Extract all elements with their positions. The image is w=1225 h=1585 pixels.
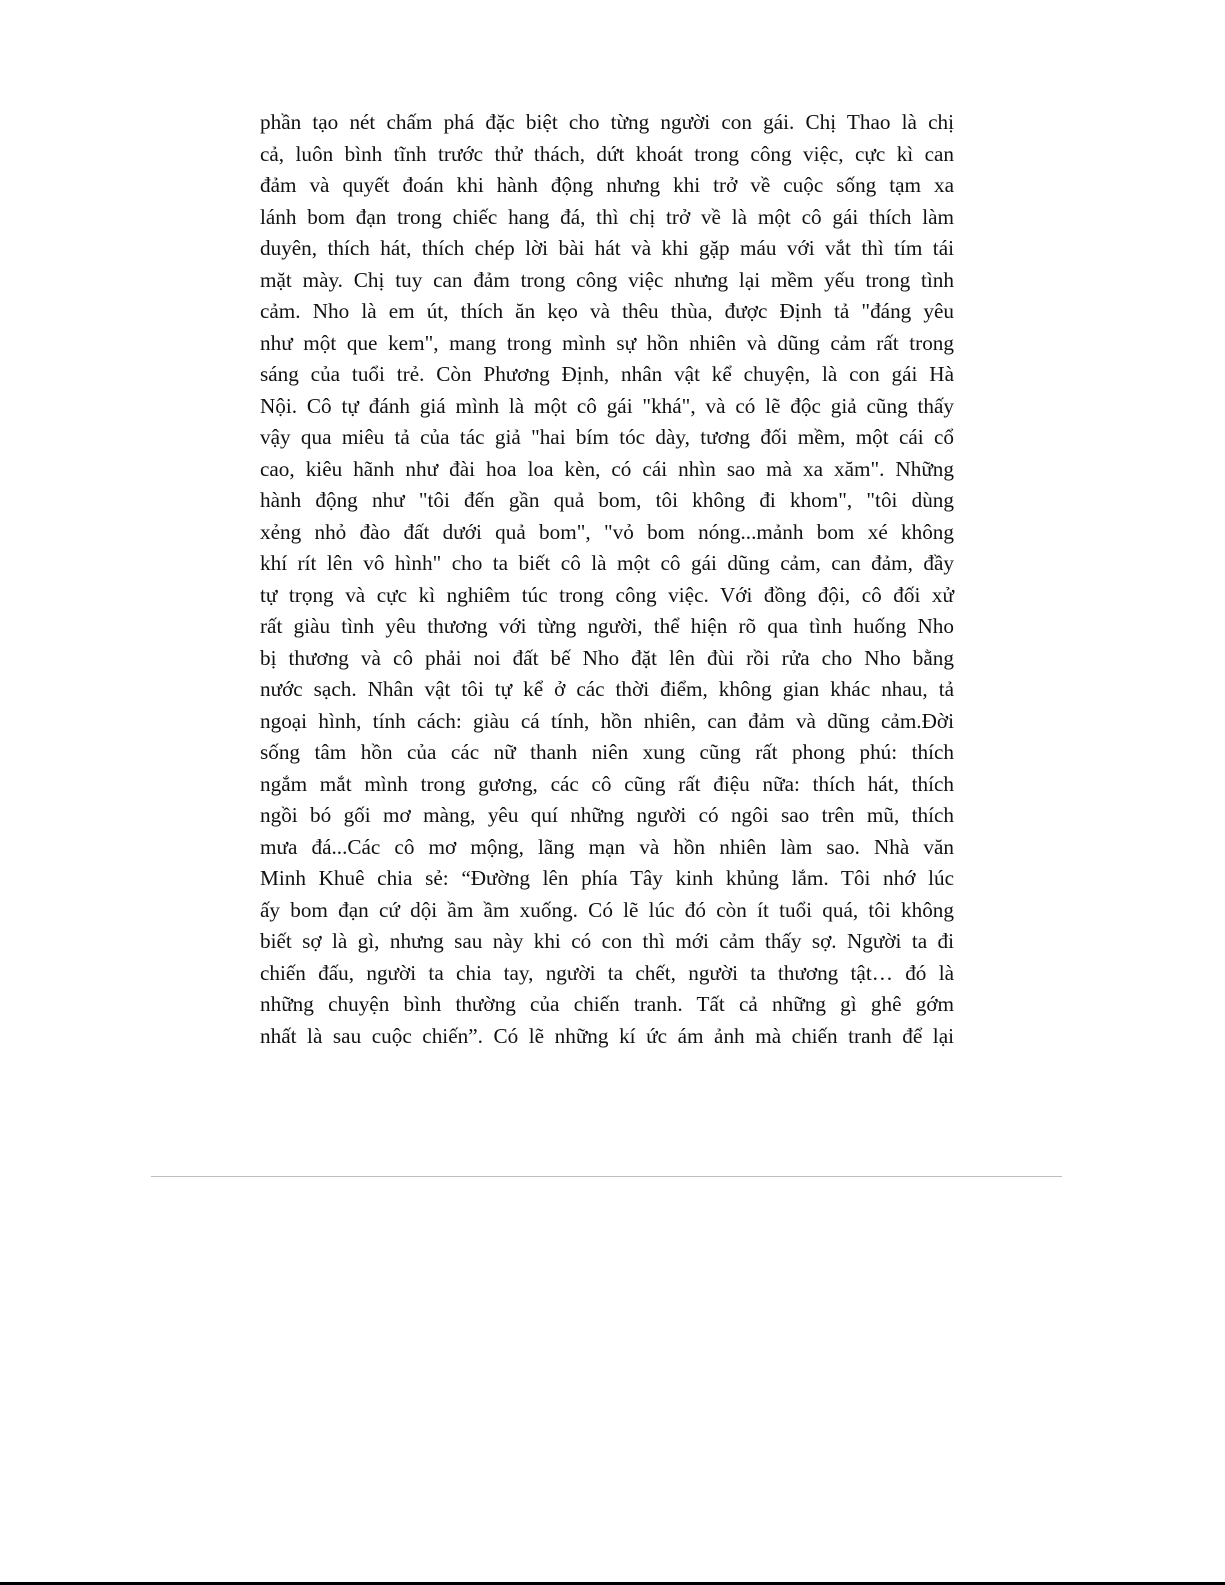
text-line: ngoại hình, tính cách: giàu cá tính, hồn nhiên, can đảm và dũng cảm.Đời <box>260 708 954 733</box>
text-line: sống tâm hồn của các nữ thanh niên xung cũng rất phong phú: thích <box>260 740 954 764</box>
text-line: mặt mày. Chị tuy can đảm trong công việc nhưng lại mềm yếu trong tình <box>260 267 954 292</box>
text-line: ngồi bó gối mơ màng, yêu quí những người có ngôi sao trên mũ, thích <box>260 803 954 827</box>
text-line: chiến đấu, người ta chia tay, người ta chết, người ta thương tật… đó là <box>260 960 954 985</box>
page-divider <box>151 1176 1062 1177</box>
text-line: Nội. Cô tự đánh giá mình là một cô gái "khá", và có lẽ độc giả cũng thấy <box>260 393 954 418</box>
text-line: nhất là sau cuộc chiến”. Có lẽ những kí ức ám ảnh mà chiến tranh để lại <box>260 1023 954 1048</box>
text-line: ấy bom đạn cứ dội ầm ầm xuống. Có lẽ lúc đó còn ít tuổi quá, tôi không <box>260 897 954 922</box>
text-line: duyên, thích hát, thích chép lời bài hát và khi gặp máu với vắt thì tím tái <box>260 236 954 260</box>
text-line: cảm. Nho là em út, thích ăn kẹo và thêu thùa, được Định tả "đáng yêu <box>260 299 954 323</box>
text-line: ngắm mắt mình trong gương, các cô cũng rất điệu nữa: thích hát, thích <box>260 771 954 796</box>
text-line: cao, kiêu hãnh như đài hoa loa kèn, có cái nhìn sao mà xa xăm". Những <box>260 456 954 481</box>
text-line: mưa đá...Các cô mơ mộng, lãng mạn và hồn nhiên làm sao. Nhà văn <box>260 834 954 859</box>
text-line: như một que kem", mang trong mình sự hồn nhiên và dũng cảm rất trong <box>260 330 954 355</box>
text-line: lánh bom đạn trong chiếc hang đá, thì chị trở về là một cô gái thích làm <box>260 204 954 229</box>
text-line: đảm và quyết đoán khi hành động nhưng khi trở về cuộc sống tạm xa <box>260 173 954 197</box>
body-paragraph <box>260 107 954 1052</box>
text-line: rất giàu tình yêu thương với từng người, thể hiện rõ qua tình huống Nho <box>260 614 954 638</box>
text-line: những chuyện bình thường của chiến tranh. Tất cả những gì ghê gớm <box>260 992 954 1016</box>
text-line: vậy qua miêu tả của tác giả "hai bím tóc dày, tương đối mềm, một cái cổ <box>260 425 954 449</box>
text-line: cả, luôn bình tĩnh trước thử thách, dứt khoát trong công việc, cực kì can <box>260 141 954 166</box>
text-line: hành động như "tôi đến gần quả bom, tôi không đi khom", "tôi dùng <box>260 488 954 512</box>
text-line: nước sạch. Nhân vật tôi tự kể ở các thời điểm, không gian khác nhau, tả <box>260 677 954 701</box>
text-line: tự trọng và cực kì nghiêm túc trong công việc. Với đồng đội, cô đối xử <box>260 582 954 607</box>
text-line: phần tạo nét chấm phá đặc biệt cho từng người con gái. Chị Thao là chị <box>260 110 954 134</box>
text-line: biết sợ là gì, nhưng sau này khi có con thì mới cảm thấy sợ. Người ta đi <box>260 929 954 953</box>
text-line: Minh Khuê chia sẻ: “Đường lên phía Tây kinh khủng lắm. Tôi nhớ lúc <box>260 866 954 890</box>
text-line: xẻng nhỏ đào đất dưới quả bom", "vỏ bom nóng...mảnh bom xé không <box>260 519 954 544</box>
text-line: bị thương và cô phải noi đất bế Nho đặt lên đùi rồi rửa cho Nho bằng <box>260 645 954 670</box>
text-line: sáng của tuổi trẻ. Còn Phương Định, nhân vật kể chuyện, là con gái Hà <box>260 362 954 386</box>
text-line: khí rít lên vô hình" cho ta biết cô là một cô gái dũng cảm, can đảm, đầy <box>260 551 954 575</box>
